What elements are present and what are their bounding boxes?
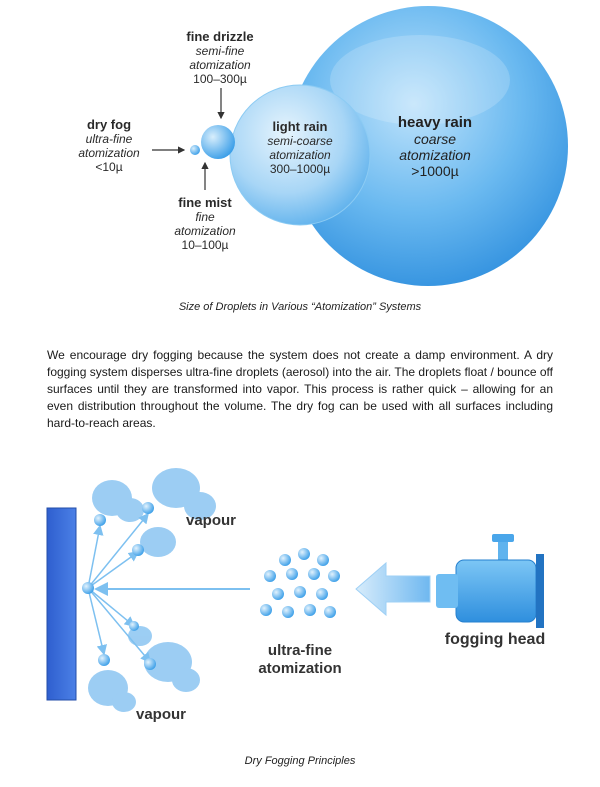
light-rain-value: 300–1000µ xyxy=(269,161,331,176)
heavy-rain-line2: atomization xyxy=(399,147,471,164)
fine-drizzle-line1: semi-fine xyxy=(195,43,245,58)
fine-mist-label xyxy=(155,196,255,252)
fine-mist-value: 10–100µ xyxy=(181,237,229,252)
dry-fog-label xyxy=(64,118,154,174)
heavy-rain-title: heavy rain xyxy=(397,114,473,131)
dry-fog-line1: ultra-fine xyxy=(85,131,133,146)
fine-mist-line1: fine xyxy=(195,209,215,224)
vapour-label-bottom: vapour xyxy=(136,706,187,723)
wall xyxy=(47,508,76,700)
figure2-caption: Dry Fogging Principles xyxy=(244,755,356,767)
dry-fog-value: <10µ xyxy=(95,159,123,174)
fogging-head-label: fogging head xyxy=(444,631,546,648)
light-rain-line1: semi-coarse xyxy=(267,133,333,148)
fine-mist-line2: atomization xyxy=(174,223,236,238)
fine-mist-droplet xyxy=(201,125,235,159)
heavy-rain-line1: coarse xyxy=(413,131,457,148)
fine-mist-title: fine mist xyxy=(178,195,232,210)
light-rain-title: light rain xyxy=(272,119,328,134)
heavy-rain-highlight xyxy=(330,35,510,125)
body-paragraph: We encourage dry fogging because the system does not create a damp environment. A dry fogging system disperses ultra-fine droplets (aerosol) into the air. The droplets float / bounce off surfaces until they are transformed into vapor. This process is rather quick – allowing for an even distribution throughout the volume. The dry fog can be used with all surfaces including hard-to-reach areas. xyxy=(47,348,553,431)
figure1-caption: Size of Droplets in Various “Atomization” Systems xyxy=(178,301,422,313)
light-rain-label xyxy=(250,120,350,176)
ultra-fine-label-line1: ultra-fine xyxy=(267,642,333,659)
heavy-rain-label xyxy=(375,114,495,180)
ultra-fine-droplet-cluster xyxy=(260,548,340,618)
fogging-direction-arrow xyxy=(356,563,430,615)
fine-drizzle-value: 100–300µ xyxy=(193,71,247,86)
fine-drizzle-line2: atomization xyxy=(189,57,251,72)
dry-fog-line2: atomization xyxy=(78,145,140,160)
vapour-cloud-bottom xyxy=(88,626,200,712)
fogging-head-icon xyxy=(436,534,544,628)
dry-fog-droplet xyxy=(190,145,200,155)
fine-drizzle-title: fine drizzle xyxy=(186,29,254,44)
dry-fog-title: dry fog xyxy=(86,117,132,132)
fine-drizzle-label xyxy=(170,30,270,86)
ultra-fine-label-line2: atomization xyxy=(258,660,342,677)
dry-fogging-diagram xyxy=(0,450,600,750)
heavy-rain-value: >1000µ xyxy=(411,163,459,180)
ultra-fine-atomization-label xyxy=(240,642,360,678)
light-rain-line2: atomization xyxy=(269,147,331,162)
vapour-label-top: vapour xyxy=(186,512,237,529)
